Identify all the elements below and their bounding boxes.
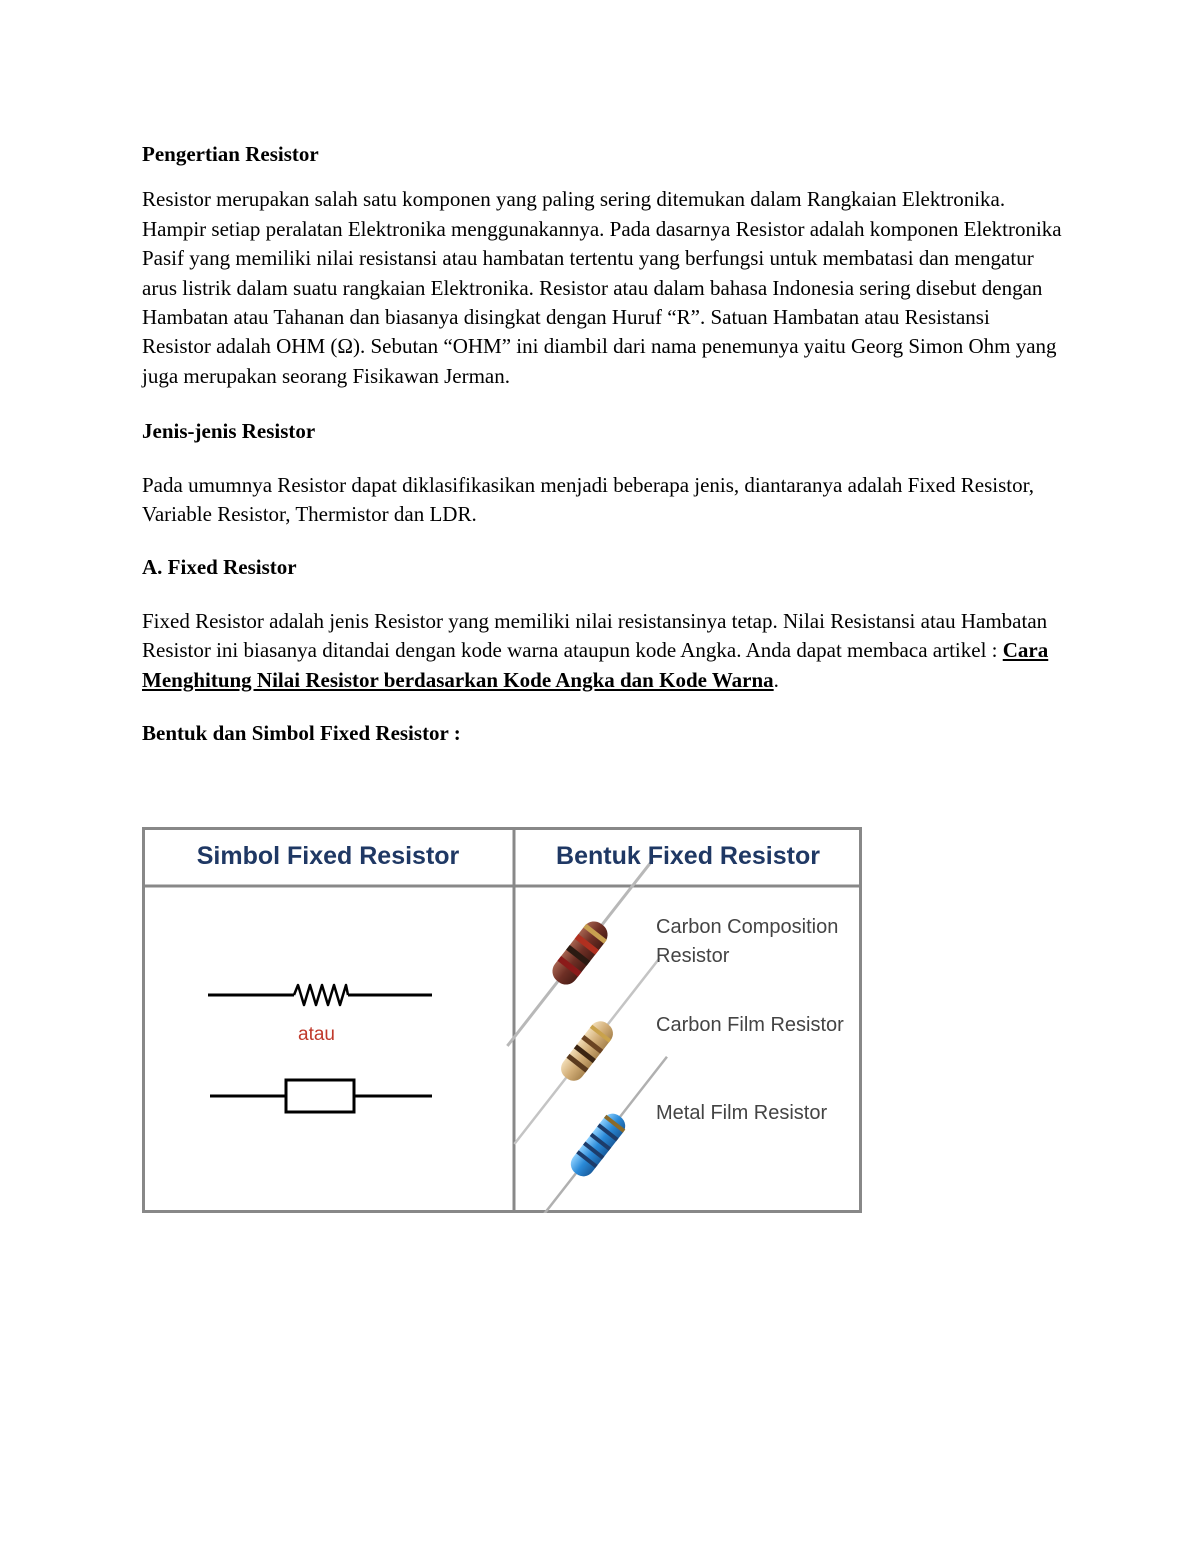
paragraph-fixed-resistor (142, 607, 1062, 695)
heading-pengertian: Pengertian Resistor (142, 142, 319, 166)
article-link[interactable]: Cara Menghitung Nilai Resistor berdasarkan Kode Angka dan Kode Warna (142, 638, 1049, 692)
label-carbon-film: Carbon Film Resistor (656, 1014, 844, 1036)
heading-fixed-resistor: A. Fixed Resistor (142, 555, 297, 580)
figure-header-form: Bentuk Fixed Resistor (556, 842, 820, 870)
label-carbon-composition-line1: Carbon Composition (656, 916, 839, 938)
label-carbon-composition-line2: Resistor (656, 945, 730, 967)
heading-bentuk-simbol: Bentuk dan Simbol Fixed Resistor : (142, 721, 461, 746)
label-metal-film: Metal Film Resistor (656, 1102, 828, 1124)
fixed-resistor-figure (142, 827, 862, 1213)
atau-label: atau (298, 1024, 335, 1045)
paragraph-pengertian: Resistor merupakan salah satu komponen yang paling sering ditemukan dalam Rangkaian Elektronika. Hampir setiap peralatan Elektronika menggunakannya. Pada dasarnya Resistor adalah komponen Elektronika Pasif yang memiliki nilai resistansi atau hambatan tertentu yang berfungsi untuk membatasi dan mengatur arus listrik dalam suatu rangkaian Elektronika. Resistor atau dalam bahasa Indonesia sering disebut dengan Hambatan atau Tahanan dan biasanya disingkat dengan Huruf “R”. Satuan Hambatan atau Resistansi Resistor adalah OHM (Ω). Sebutan “OHM” ini diambil dari nama penemunya yaitu Georg Simon Ohm yang juga merupakan seorang Fisikawan Jerman. (142, 187, 1062, 388)
heading-jenis: Jenis-jenis Resistor (142, 419, 316, 444)
paragraph-fixed-end: . (773, 667, 779, 692)
figure-header-symbol: Simbol Fixed Resistor (196, 842, 460, 870)
paragraph-fixed-text: Fixed Resistor adalah jenis Resistor yang memiliki nilai resistansinya tetap. Nilai Resistansi atau Hambatan Resistor ini biasanya ditandai dengan kode warna ataupun kode Angka. Anda dapat membaca artikel : (142, 608, 1048, 663)
document-body (142, 140, 1062, 749)
paragraph-jenis: Pada umumnya Resistor dapat diklasifikasikan menjadi beberapa jenis, diantaranya adalah Fixed Resistor, Variable Resistor, Thermistor dan LDR. (142, 472, 1034, 527)
